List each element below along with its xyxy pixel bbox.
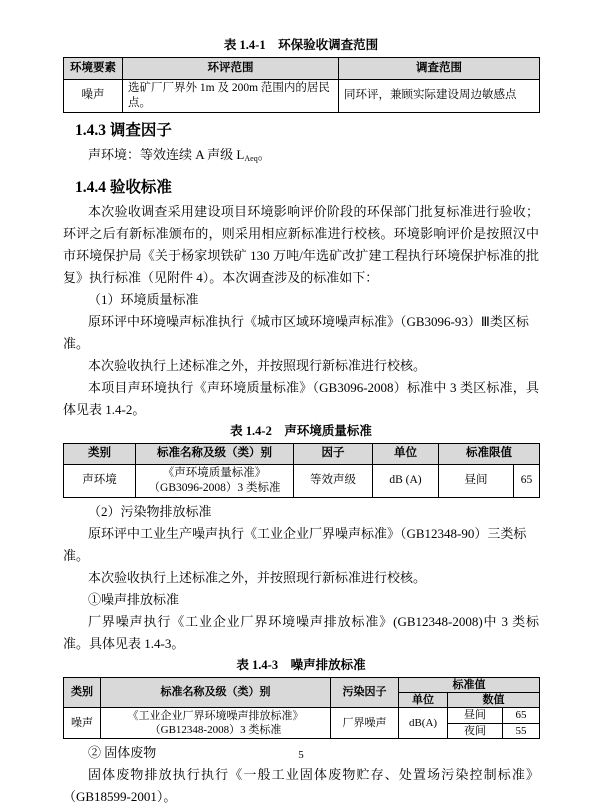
para-acceptance-intro: 本次验收调查采用建设项目环境影响评价阶段的环保部门批复标准进行验收；环评之后有新标准颁布的，则采用相应新标准进行校核。环境影响评价是按照汉中市环境保护局《关于杨家坝铁矿 130 万吨/年选矿改扩建工程执行环境保护标准的批复》执行标准（见附件 4）。本次调查涉及的标准如下： <box>63 203 539 285</box>
page-number: 5 <box>298 749 304 761</box>
table-row <box>64 80 540 113</box>
para-sound-env-factor <box>63 144 539 170</box>
para-item-2-emission: （2）污染物排放标准 <box>88 503 212 519</box>
table-1-4-3-caption: 表 1.4-3 噪声排放标准 <box>236 657 366 672</box>
para-item-1-env-quality: （1）环境质量标准 <box>88 291 199 307</box>
table2-cell-factor: 等效声级 <box>294 464 373 497</box>
table1-col-env-element: 环境要素 <box>64 58 123 80</box>
table2-col-category: 类别 <box>64 443 136 464</box>
table3-col-category: 类别 <box>64 677 101 708</box>
table-row <box>64 708 540 723</box>
table2-header-row <box>64 443 540 464</box>
table3-header-row-1 <box>64 677 540 692</box>
table3-cell-category: 噪声 <box>64 708 101 739</box>
laeq-text-suffix: 。 <box>257 146 271 162</box>
table-1-4-2 <box>63 443 540 498</box>
para-original-industry-noise: 原环评中工业生产噪声执行《工业企业厂界噪声标准》（GB12348-90）三类标准。 <box>63 525 527 563</box>
para-recheck-standard-2: 本次验收执行上述标准之外，并按照现行新标准进行校核。 <box>88 569 427 585</box>
table3-cell-day-value: 65 <box>503 708 540 723</box>
table3-cell-day-label: 昼间 <box>448 708 503 723</box>
table1-cell-noise: 噪声 <box>64 80 123 113</box>
table3-cell-unit: dB(A) <box>399 708 448 739</box>
table2-cell-unit: dB (A) <box>373 464 439 497</box>
table2-standard-line2: （GB3096-2008）3 类标准 <box>148 481 281 494</box>
table3-cell-night-label: 夜间 <box>448 723 503 738</box>
table3-cell-factor: 厂界噪声 <box>331 708 399 739</box>
table2-col-limit: 标准限值 <box>439 443 540 464</box>
laeq-text-prefix: 声环境：等效连续 A 声级 L <box>88 146 245 162</box>
laeq-subscript: Aeq <box>244 153 258 163</box>
table3-col-standard: 标准名称及级（类）别 <box>101 677 331 708</box>
para-noise-emission-item: ①噪声排放标准 <box>88 591 180 607</box>
para-original-eia-standard: 原环评中环境噪声标准执行《城市区域环境噪声标准》（GB3096-93）Ⅲ类区标准。 <box>63 313 529 351</box>
table3-col-factor: 污染因子 <box>331 677 399 708</box>
table-1-4-2-caption: 表 1.4-2 声环境质量标准 <box>230 423 372 438</box>
table2-cell-value: 65 <box>514 464 540 497</box>
para-recheck-standard-1: 本次验收执行上述标准之外，并按照现行新标准进行校核。 <box>88 357 427 373</box>
heading-1-4-3: 1.4.3 调查因子 <box>75 121 172 139</box>
table3-col-value: 数值 <box>448 693 540 708</box>
table-1-4-1 <box>63 57 540 113</box>
table2-col-factor: 因子 <box>294 443 373 464</box>
table2-cell-period: 昼间 <box>439 464 514 497</box>
table-row <box>64 464 540 497</box>
table1-col-survey-scope: 调查范围 <box>339 58 540 80</box>
para-solid-waste-standard: 固体废物排放执行执行《一般工业固体废物贮存、处置场污染控制标准》（GB18599-2001）。 <box>63 766 539 804</box>
table3-cell-standard <box>101 708 331 739</box>
table2-col-unit: 单位 <box>373 443 439 464</box>
table1-col-eia-scope: 环评范围 <box>123 58 339 80</box>
table3-cell-night-value: 55 <box>503 723 540 738</box>
table-1-4-1-caption: 表 1.4-1 环保验收调查范围 <box>223 38 379 52</box>
table2-cell-standard <box>136 464 294 497</box>
table2-standard-line1: 《声环境质量标准》 <box>162 466 267 479</box>
para-boundary-noise-standard: 厂界噪声执行《工业企业厂界环境噪声排放标准》(GB12348-2008)中 3 类标准。具体见表 1.4-3。 <box>63 613 539 651</box>
table-1-4-3 <box>63 677 540 739</box>
heading-1-4-4: 1.4.4 验收标准 <box>75 178 172 196</box>
table3-col-limit: 标准值 <box>399 677 540 692</box>
table1-cell-survey-scope-value: 同环评，兼顾实际建设周边敏感点 <box>339 80 540 113</box>
para-item-solid-waste: ② 固体废物 <box>88 744 157 760</box>
table3-standard-line1: 《工业企业厂界环境噪声排放标准》 <box>127 709 304 722</box>
table1-header-row <box>64 58 540 80</box>
table2-cell-category: 声环境 <box>64 464 136 497</box>
table1-cell-eia-scope-value: 选矿厂厂界外 1m 及 200m 范围内的居民点。 <box>123 80 339 113</box>
table3-standard-line2: （GB12348-2008）3 类标准 <box>149 724 282 737</box>
table2-col-standard: 标准名称及级（类）别 <box>136 443 294 464</box>
para-project-sound-standard: 本项目声环境执行《声环境质量标准》（GB3096-2008）标准中 3 类区标准，具体见表 1.4-2。 <box>63 379 539 417</box>
table3-col-unit: 单位 <box>399 693 448 708</box>
